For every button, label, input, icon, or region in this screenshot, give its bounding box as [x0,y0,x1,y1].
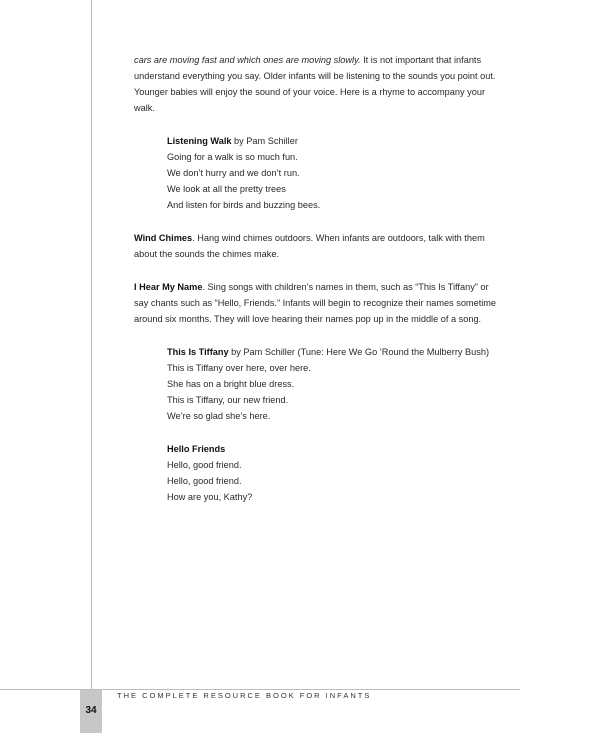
intro-line: understand everything you say. Older infants will be listening to the sounds you point out. [134,71,496,81]
poem-line: We don’t hurry and we don’t run. [167,168,300,178]
name-line: say chants such as “Hello, Friends.” Infants will begin to recognize their names sometime [134,298,497,308]
intro-line: walk. [134,103,155,113]
poem-title: Listening Walk [167,136,232,146]
page-body [134,52,509,505]
song-title: Hello Friends [167,444,226,454]
song-line: She has on a bright blue dress. [167,379,295,389]
spacer [134,213,509,230]
song-line: Hello, good friend. [167,460,242,470]
song-line: How are you, Kathy? [167,492,253,502]
page-number: 34 [85,705,97,716]
margin-rule-vertical [91,0,92,690]
poem-line: And listen for birds and buzzing bees. [167,200,321,210]
intro-line [134,52,509,68]
spacer [134,116,509,133]
poem-line: We look at all the pretty trees [167,184,286,194]
name-text: . Sing songs with children’s names in them, such as “This Is Tiffany” or [202,282,489,292]
song-line: This is Tiffany over here, over here. [167,363,311,373]
wind-chimes-paragraph [134,230,509,262]
song-this-is-tiffany [134,344,509,424]
footer-rule [0,689,520,690]
wind-chimes-line [134,230,509,246]
wind-chimes-text: . Hang wind chimes outdoors. When infants are outdoors, talk with them [192,233,485,243]
wind-chimes-line: about the sounds the chimes make. [134,249,280,259]
name-heading: I Hear My Name [134,282,203,292]
name-line: around six months. They will love hearing their names pop up in the middle of a song. [134,314,482,324]
song-line: We’re so glad she’s here. [167,411,271,421]
spacer [134,327,509,344]
spacer [134,262,509,279]
poem-byline: by Pam Schiller [231,136,298,146]
intro-line: Younger babies will enjoy the sound of your voice. Here is a rhyme to accompany your [134,87,486,97]
song-line: This is Tiffany, our new friend. [167,395,289,405]
running-footer-title: THE COMPLETE RESOURCE BOOK FOR INFANTS [117,691,372,700]
intro-italic-text: cars are moving fast and which ones are moving slowly. [134,55,361,65]
poem-listening-walk [134,133,509,213]
song-hello-friends [134,441,509,505]
poem-line: Going for a walk is so much fun. [167,152,298,162]
poem-title-line [167,133,509,149]
page-number-tab [80,690,102,733]
name-line [134,279,509,295]
song-line: Hello, good friend. [167,476,242,486]
name-paragraph [134,279,509,327]
wind-chimes-heading: Wind Chimes [134,233,193,243]
song-byline: by Pam Schiller (Tune: Here We Go ‘Round the Mulberry Bush) [228,347,490,357]
intro-text: It is not important that infants [360,55,482,65]
song-title: This Is Tiffany [167,347,229,357]
intro-paragraph [134,52,509,116]
song-title-line [167,344,509,360]
spacer [134,424,509,441]
